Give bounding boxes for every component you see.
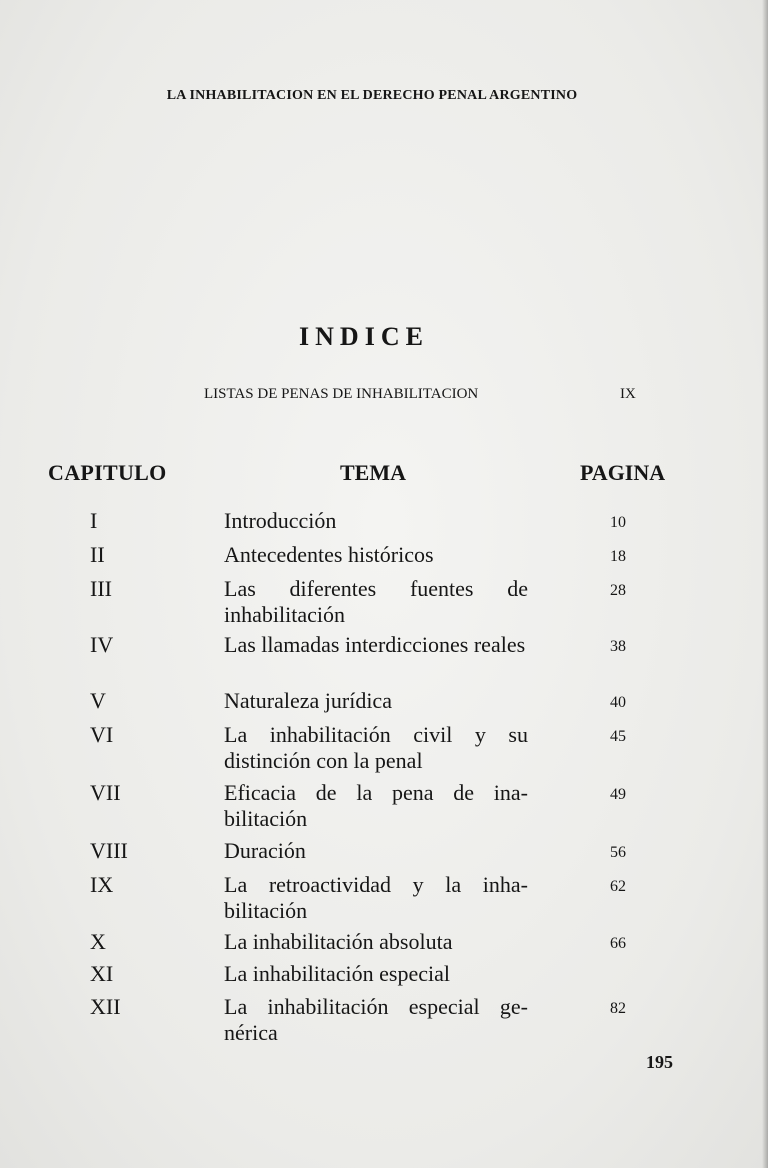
chapter-number: XII	[90, 994, 121, 1019]
chapter-page: 10	[610, 514, 626, 531]
header-pagina: PAGINA	[580, 460, 666, 485]
chapter-page: 45	[610, 728, 626, 745]
chapter-topic: La inhabilitación especial	[224, 961, 451, 986]
list-entry-page: IX	[620, 386, 636, 402]
chapter-number: II	[90, 542, 105, 567]
chapter-number: VI	[90, 722, 114, 747]
page-edge-shadow	[762, 0, 768, 1168]
chapter-number: XI	[90, 961, 114, 986]
chapter-number: IX	[90, 872, 114, 897]
chapter-number: X	[90, 929, 106, 954]
chapter-topic: La inhabilitación civil y su distinción con la penal	[224, 722, 528, 773]
list-entry-label: LISTAS DE PENAS DE INHABILITACION	[204, 386, 479, 402]
chapter-page: 28	[610, 582, 626, 599]
header-tema: TEMA	[340, 460, 406, 485]
chapter-page: 40	[610, 694, 626, 711]
running-head: LA INHABILITACION EN EL DERECHO PENAL ARGENTINO	[166, 88, 578, 103]
chapter-page: 82	[610, 1000, 626, 1017]
chapter-topic: La retroactividad y la inha-bilitación	[224, 872, 528, 923]
chapter-number: I	[90, 508, 98, 533]
chapter-page: 56	[610, 844, 626, 861]
chapter-topic: Las llamadas interdicciones reales	[224, 632, 526, 657]
chapter-page: 38	[610, 638, 626, 655]
index-title: INDICE	[299, 322, 429, 351]
chapter-number: IV	[90, 632, 114, 657]
chapter-page: 18	[610, 548, 626, 565]
chapter-topic: Las diferentes fuentes de inhabilitación	[224, 576, 528, 627]
chapter-page: 66	[610, 935, 626, 952]
chapter-number: VIII	[90, 838, 128, 863]
chapter-topic: Antecedentes históricos	[224, 542, 434, 567]
header-capitulo: CAPITULO	[48, 460, 167, 485]
chapter-number: III	[90, 576, 112, 601]
chapter-page: 62	[610, 878, 626, 895]
chapter-topic: La inhabilitación absoluta	[224, 929, 453, 954]
chapter-topic: Duración	[224, 838, 306, 863]
chapter-topic: Eficacia de la pena de ina-bilitación	[224, 780, 528, 831]
chapter-topic: Introducción	[224, 508, 337, 533]
chapter-topic: La inhabilitación especial ge-nérica	[224, 994, 528, 1045]
chapter-topic: Naturaleza jurídica	[224, 688, 392, 713]
page-number: 195	[646, 1052, 673, 1072]
chapter-number: VII	[90, 780, 121, 805]
chapter-number: V	[90, 688, 106, 713]
chapter-page: 49	[610, 786, 626, 803]
